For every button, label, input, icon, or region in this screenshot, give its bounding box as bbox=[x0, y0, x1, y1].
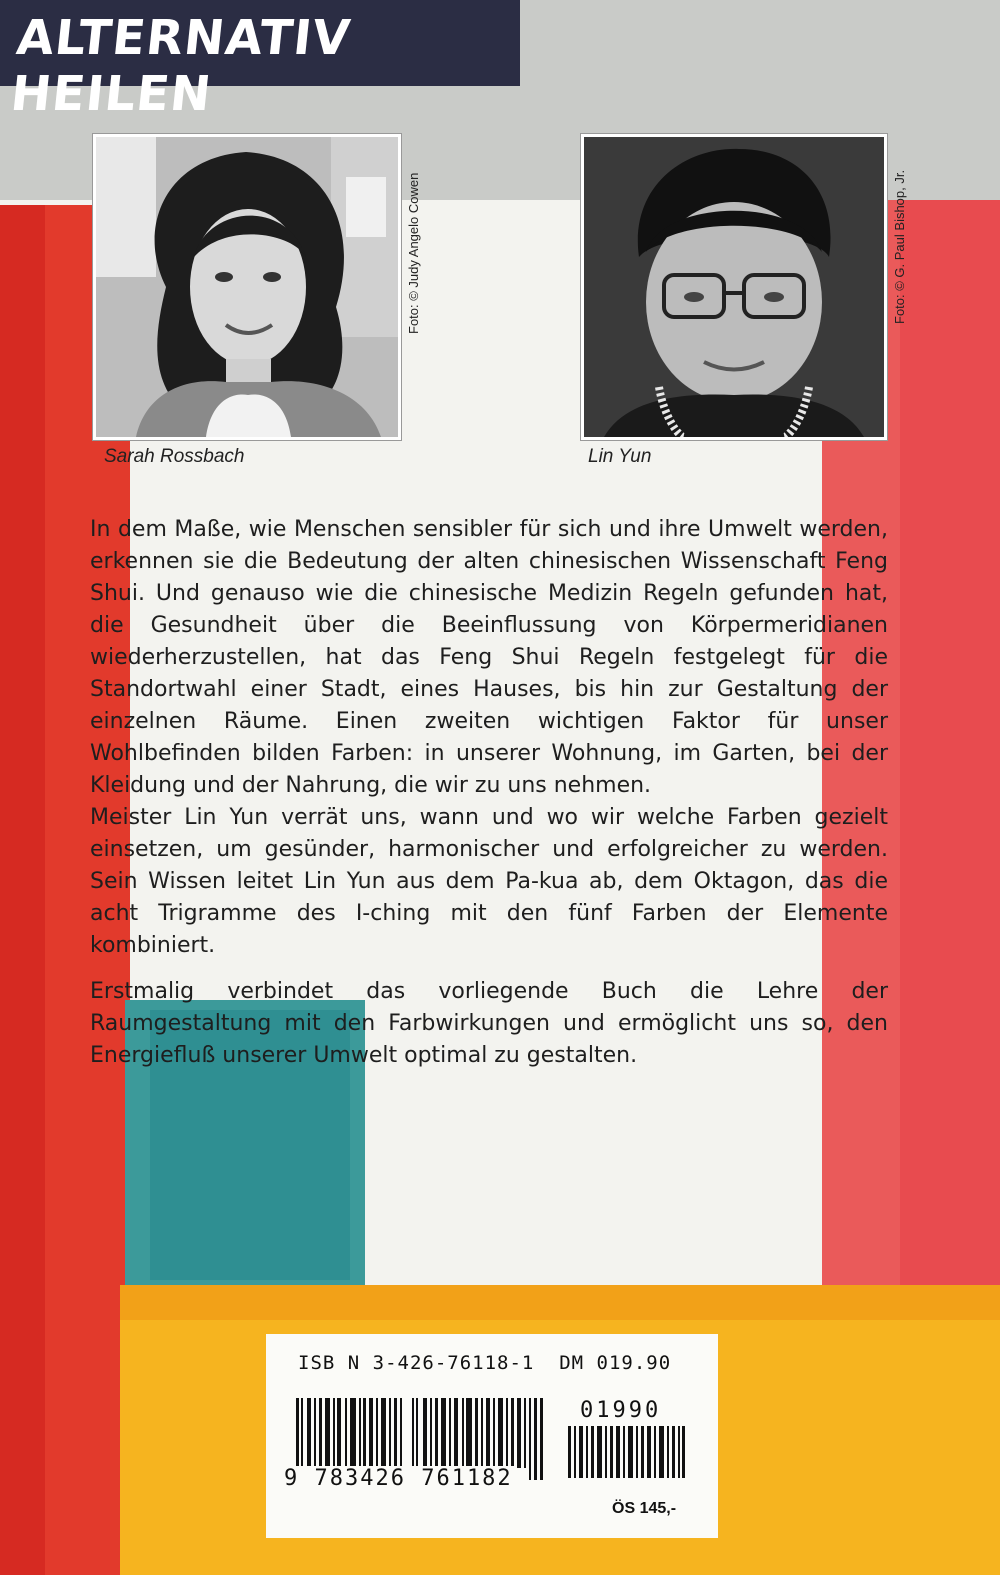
isbn-price-line: ISB N 3-426-76118-1 DM 019.90 bbox=[298, 1352, 672, 1374]
photo-credit-right: Foto: © G. Paul Bishop, Jr. bbox=[892, 169, 907, 324]
book-blurb bbox=[90, 514, 888, 1072]
barcode-panel bbox=[266, 1334, 718, 1538]
red-paint-block-right-edge bbox=[900, 200, 1000, 1290]
portrait-woman-image bbox=[96, 137, 398, 437]
ean-digits: 9 783426 761182 bbox=[284, 1466, 513, 1491]
blurb-paragraph-2: Meister Lin Yun verrät uns, wann und wo wir welche Farben gezielt einsetzen, um gesünder, harmonischer und erfolgreicher zu werden. Sein Wissen leitet Lin Yun aus dem Pa-kua ab, dem Oktagon, das die acht Trigramme des I-ching mit den fünf Farben der Elemente kombiniert. bbox=[90, 805, 888, 958]
blurb-paragraph-3: Erstmalig verbindet das vorliegende Buch die Lehre der Raumgestaltung mit den Farbwirkungen und ermöglicht uns so, den Energiefluß unserer Umwelt optimal zu gestalten. bbox=[90, 979, 888, 1068]
portrait-man-image bbox=[584, 137, 884, 437]
author-photo-lin-yun bbox=[580, 133, 888, 441]
price-austria: ÖS 145,- bbox=[612, 1500, 677, 1517]
yellow-paint-block-top bbox=[120, 1285, 1000, 1320]
blurb-paragraph-1: In dem Maße, wie Menschen sensibler für sich und ihre Umwelt werden, erkennen sie die Bedeutung der alten chinesischen Wissenschaft Feng Shui. Und genauso wie die chinesische Medizin Regeln gefunden hat, die Gesundheit über die Beeinflussung von Körpermeridianen wiederherzustellen, hat das Feng Shui Regeln festgelegt für die Standortwahl einer Stadt, eines Hauses, bis hin zur Gestaltung der einzelnen Räume. Einen zweiten wichtigen Faktor für unser Wohlbefinden bilden Farben: in unserer Wohnung, im Garten, bei der Kleidung und der Nahrung, die wir zu uns nehmen. bbox=[90, 517, 888, 798]
series-title: ALTERNATIV HEILEN bbox=[8, 10, 354, 122]
red-paint-block-left-edge bbox=[0, 205, 45, 1575]
author-photo-sarah-rossbach bbox=[92, 133, 402, 441]
addon-digits: 01990 bbox=[580, 1398, 662, 1423]
addon-barcode-image bbox=[568, 1426, 686, 1478]
series-band bbox=[0, 0, 520, 122]
photo-credit-left: Foto: © Judy Angelo Cowen bbox=[406, 172, 421, 334]
author-name-right: Lin Yun bbox=[588, 446, 652, 467]
author-name-left: Sarah Rossbach bbox=[104, 446, 245, 467]
